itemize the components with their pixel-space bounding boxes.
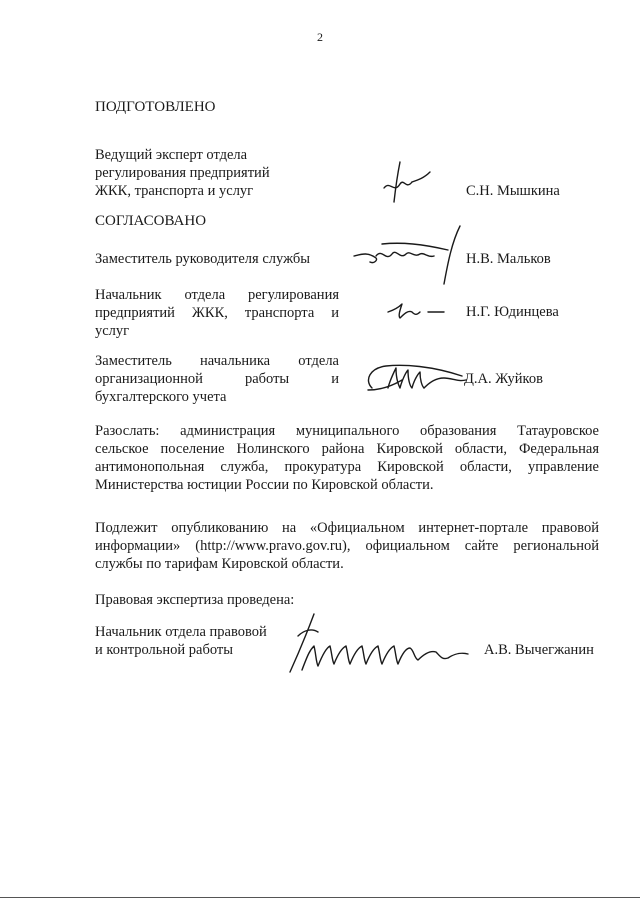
publication-line: информации» (http://www.pravo.gov.ru), официальном сайте региональной <box>95 538 599 554</box>
distribution-line: Разослать: администрация муниципального образования Татауровское <box>95 423 599 439</box>
page-bottom-edge <box>0 897 640 898</box>
publication-line: службы по тарифам Кировской области. <box>95 556 344 572</box>
agreed-heading: СОГЛАСОВАНО <box>95 213 207 229</box>
agreed-signer-2-title-line: Начальник отдела регулирования <box>95 287 339 303</box>
legal-statement: Правовая экспертиза проведена: <box>95 592 295 608</box>
agreed-signer-1-name: Н.В. Мальков <box>466 251 551 267</box>
prepared-signer-name: С.Н. Мышкина <box>466 183 560 199</box>
signature-agreed-1 <box>352 222 472 288</box>
distribution-line: Министерства юстиции России по Кировской области. <box>95 477 434 493</box>
prepared-title-line: Ведущий эксперт отдела <box>95 147 248 163</box>
agreed-signer-3-title-line: бухгалтерского учета <box>95 389 227 405</box>
distribution-line: антимонопольная служба, прокуратура Кировской области, управление <box>95 459 599 475</box>
legal-signer-name: А.В. Вычегжанин <box>484 642 594 658</box>
signature-legal <box>284 610 482 674</box>
agreed-signer-2-name: Н.Г. Юдинцева <box>466 304 559 320</box>
distribution-line: сельское поселение Нолинского района Кировской области, Федеральная <box>95 441 599 457</box>
signature-agreed-2 <box>386 298 448 324</box>
prepared-title-line: ЖКК, транспорта и услуг <box>95 183 254 199</box>
agreed-signer-3-name: Д.А. Жуйков <box>464 371 543 387</box>
prepared-title-line: регулирования предприятий <box>95 165 270 181</box>
signature-agreed-3 <box>362 360 470 396</box>
agreed-signer-3-title-line: Заместитель начальника отдела <box>95 353 339 369</box>
agreed-signer-2-title-line: услуг <box>95 323 130 339</box>
agreed-signer-3-title-line: организационной работы и <box>95 371 339 387</box>
page-number: 2 <box>317 30 323 44</box>
prepared-heading: ПОДГОТОВЛЕНО <box>95 99 216 115</box>
legal-title-line: Начальник отдела правовой <box>95 624 267 640</box>
signature-prepared <box>378 158 438 208</box>
publication-line: Подлежит опубликованию на «Официальном интернет-портале правовой <box>95 520 599 536</box>
legal-title-line: и контрольной работы <box>95 642 233 658</box>
agreed-signer-1-title: Заместитель руководителя службы <box>95 251 311 267</box>
agreed-signer-2-title-line: предприятий ЖКК, транспорта и <box>95 305 339 321</box>
